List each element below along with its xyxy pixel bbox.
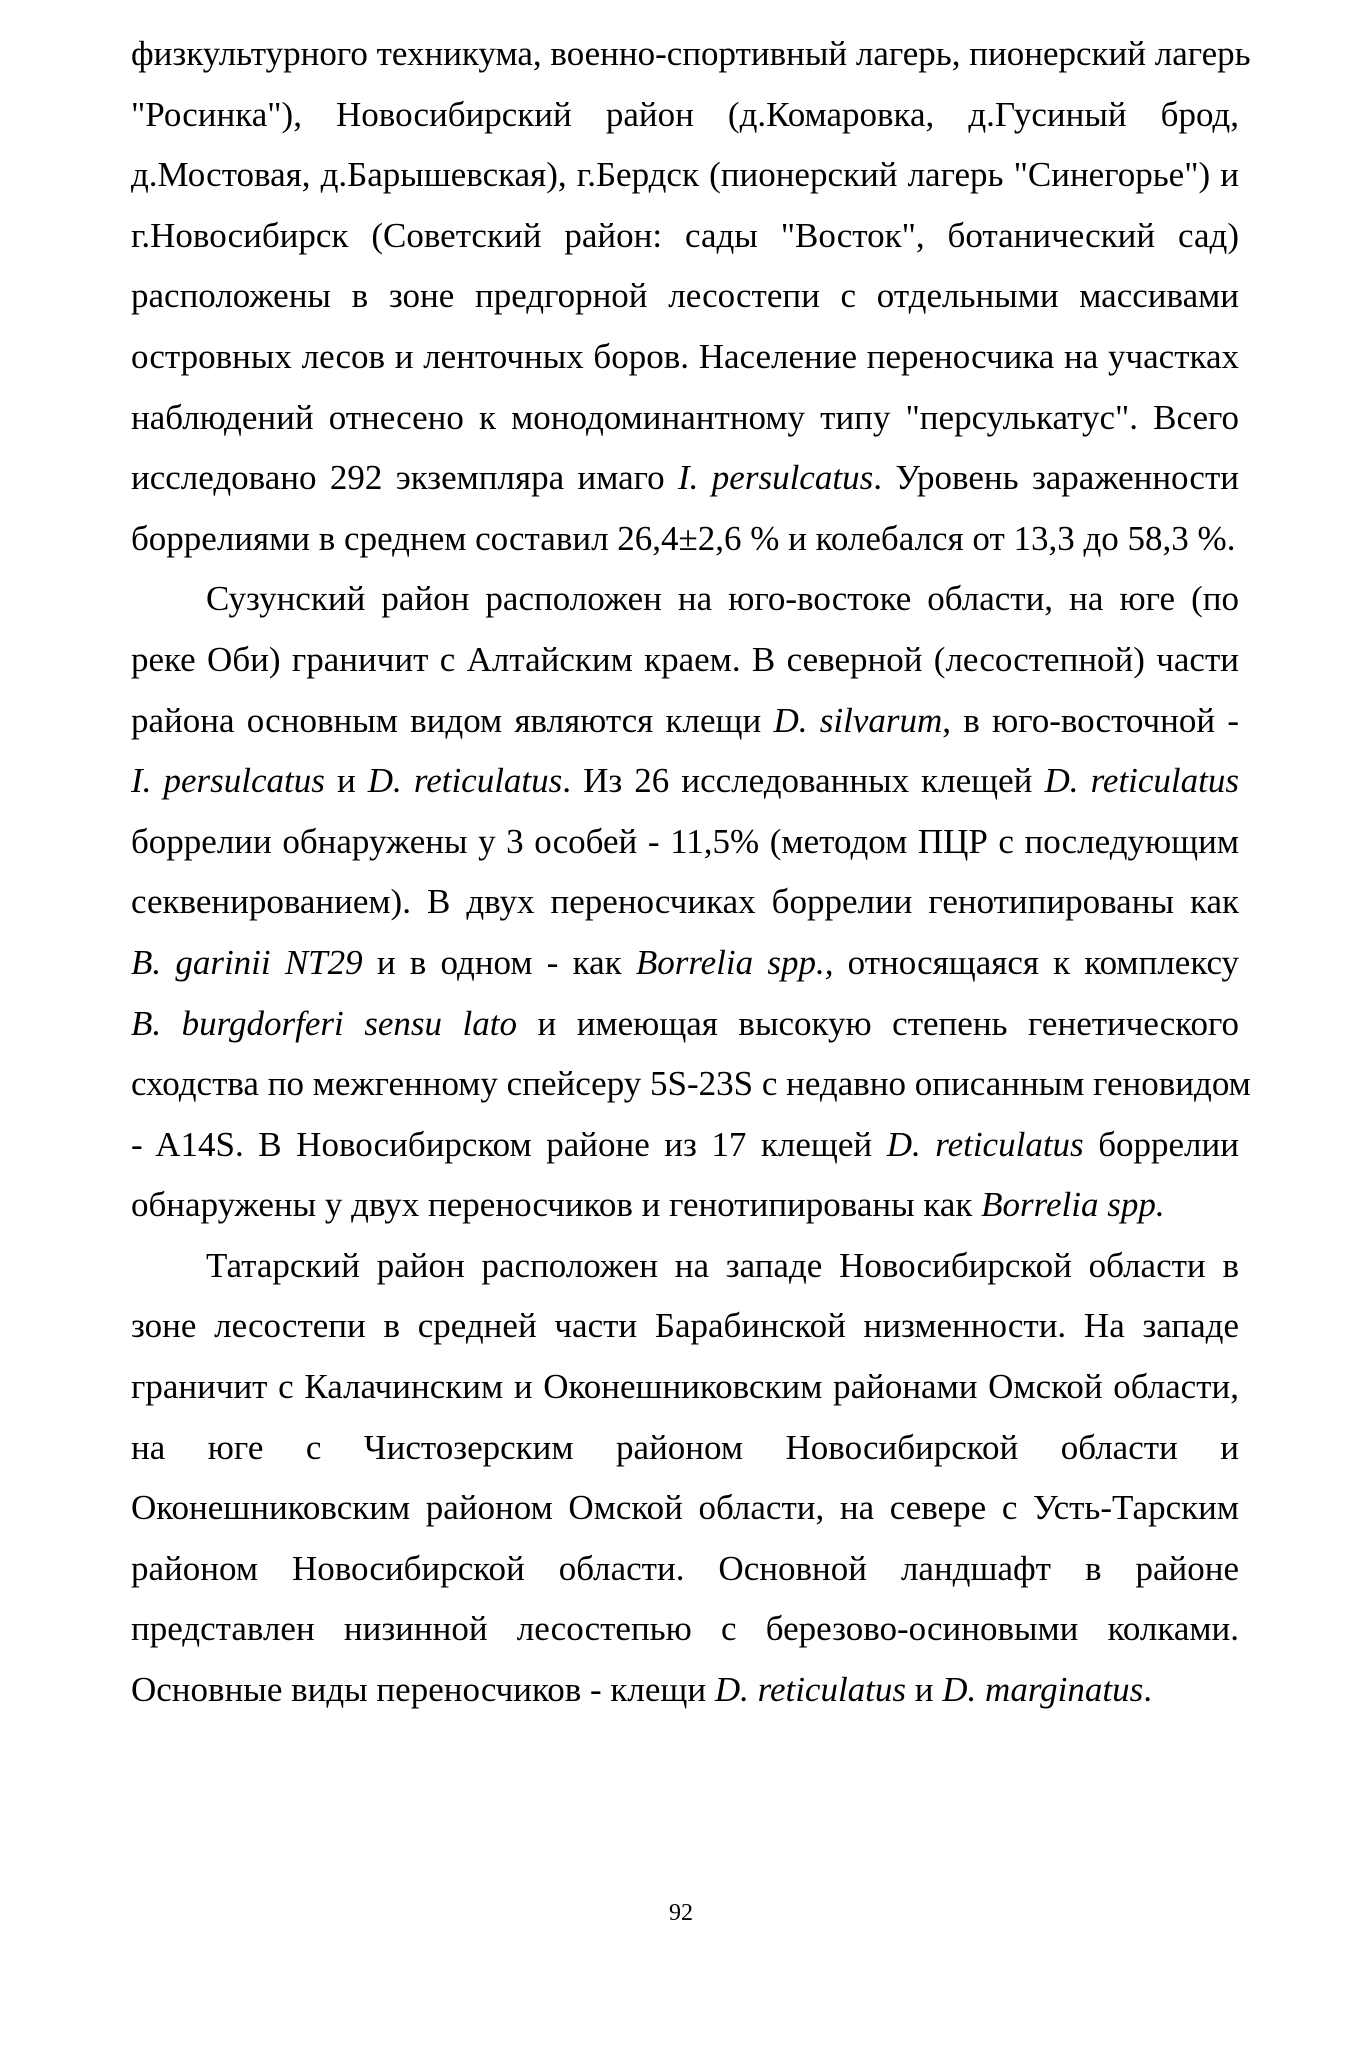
text-line: "Росинка"), Новосибирский район (д.Комаровка, д.Гусиный брод,	[131, 94, 1239, 134]
text-line: Основные виды переносчиков - клещи D. reticulatus и D. marginatus.	[131, 1670, 1152, 1710]
text-line: B. burgdorferi sensu lato и имеющая высокую степень генетического	[131, 1003, 1240, 1043]
text-line: I. persulcatus и D. reticulatus. Из 26 исследованных клещей D. reticulatus	[131, 761, 1239, 801]
text-line: Татарский район расположен на западе Новосибирской области в	[206, 1245, 1239, 1285]
document-body	[131, 24, 1251, 1721]
text-line: г.Новосибирск (Советский район: сады "Восток", ботанический сад)	[131, 215, 1239, 255]
text-line: районом Новосибирской области. Основной ландшафт в районе	[131, 1548, 1239, 1588]
text-line: представлен низинной лесостепью с березово-осиновыми колками.	[131, 1609, 1239, 1649]
text-line: боррелии обнаружены у 3 особей - 11,5% (методом ПЦР с последующим	[131, 821, 1239, 861]
text-line: физкультурного техникума, военно-спортивный лагерь, пионерский лагерь	[131, 34, 1251, 73]
page-number: 92	[669, 1900, 693, 1926]
text-line: обнаружены у двух переносчиков и генотипированы как Borrelia spp.	[131, 1185, 1165, 1225]
text-line: Сузунский район расположен на юго-востоке области, на юге (по	[206, 579, 1239, 619]
text-line: зоне лесостепи в средней части Барабинской низменности. На западе	[131, 1306, 1239, 1346]
text-line: сходства по межгенному спейсеру 5S-23S с недавно описанным геновидом	[131, 1064, 1251, 1104]
text-line: островных лесов и ленточных боров. Население переносчика на участках	[131, 336, 1239, 376]
paragraph-2	[131, 569, 1251, 1236]
text-line: B. garinii NT29 и в одном - как Borrelia spp., относящаяся к комплексу	[131, 942, 1240, 982]
text-line: д.Мостовая, д.Барышевская), г.Бердск (пионерский лагерь "Синегорье") и	[131, 155, 1239, 195]
text-line: исследовано 292 экземпляра имаго I. persulcatus. Уровень зараженности	[131, 458, 1239, 498]
text-line: граничит с Калачинским и Оконешниковским районами Омской области,	[131, 1367, 1239, 1407]
text-line: района основным видом являются клещи D. silvarum, в юго-восточной -	[131, 700, 1240, 740]
text-line: расположены в зоне предгорной лесостепи с отдельными массивами	[131, 276, 1239, 316]
text-line: на юге с Чистозерским районом Новосибирской области и	[131, 1427, 1239, 1467]
text-line: секвенированием). В двух переносчиках боррелии генотипированы как	[131, 882, 1239, 922]
text-line: - A14S. В Новосибирском районе из 17 клещей D. reticulatus боррелии	[131, 1124, 1239, 1164]
text-line: наблюдений отнесено к монодоминантному типу "персулькатус". Всего	[131, 397, 1239, 437]
paragraph-3	[131, 1236, 1239, 1721]
text-line: боррелиями в среднем составил 26,4±2,6 % и колебался от 13,3 до 58,3 %.	[131, 518, 1236, 558]
text-line: Оконешниковским районом Омской области, на севере с Усть-Тарским	[131, 1488, 1239, 1528]
paragraph-1	[131, 24, 1251, 569]
text-line: реке Оби) граничит с Алтайским краем. В северной (лесостепной) части	[131, 639, 1239, 679]
